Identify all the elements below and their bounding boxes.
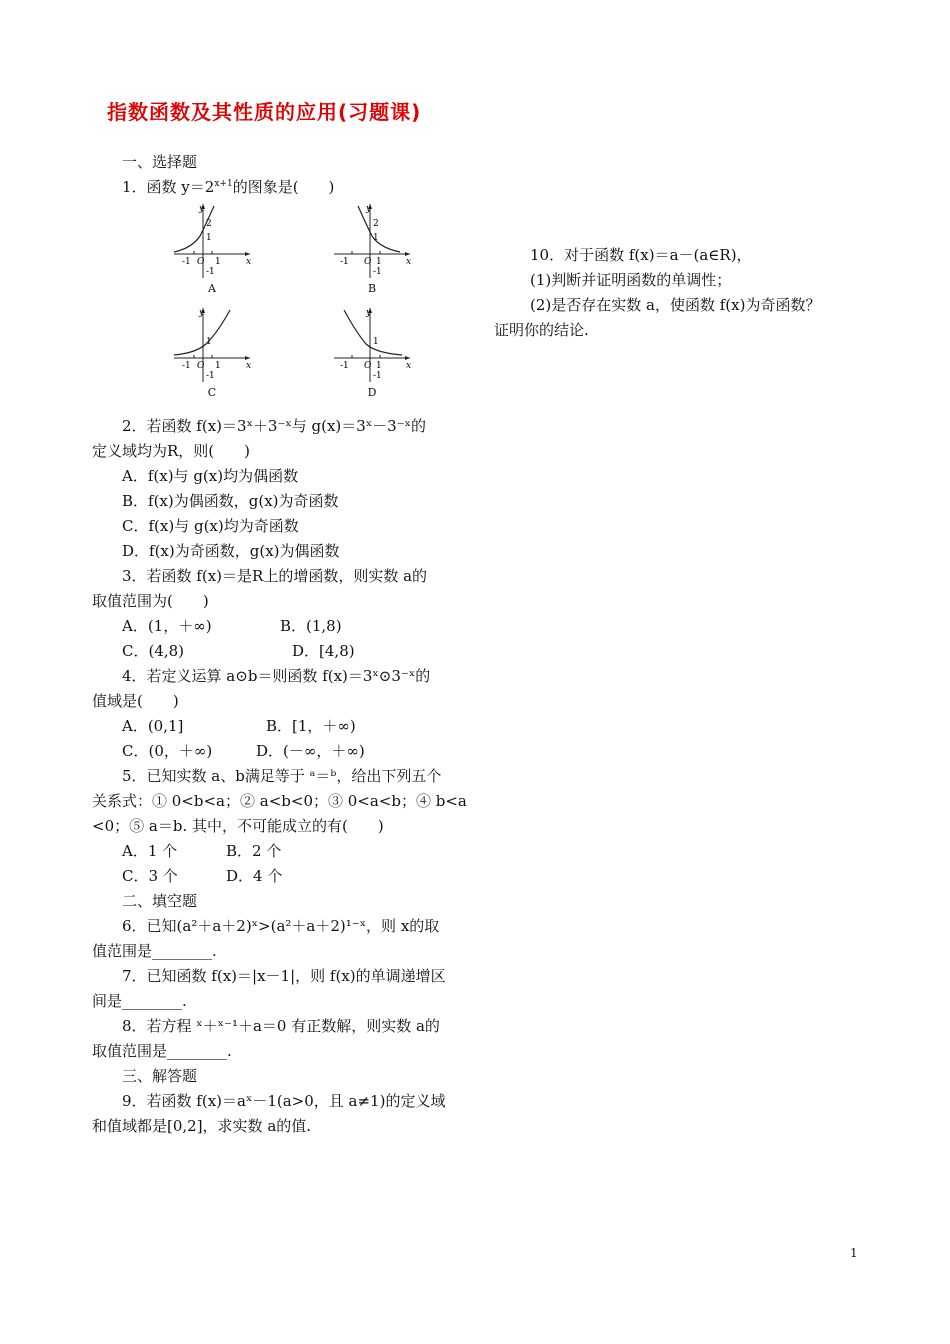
question-5-line-1: 5．已知实数 a、b满足等于 ᵃ＝ᵇ，给出下列五个 — [122, 767, 442, 785]
graph-c-caption: C — [207, 386, 217, 399]
q3-options-row-2 — [92, 639, 464, 664]
svg-text:O: O — [197, 361, 205, 371]
question-4-line-2: 值域是( ) — [92, 692, 179, 710]
q5-options-row-1 — [92, 839, 464, 864]
q2-option-b: B．f(x)为偶函数，g(x)为奇函数 — [122, 492, 339, 510]
q3-option-a: A．(1，＋∞) — [122, 617, 212, 635]
q5-options-row-2 — [92, 864, 464, 889]
graph-a-plot — [170, 202, 254, 282]
question-5-line-2: 关系式：① 0<b<a；② a<b<0；③ 0<a<b；④ b<a — [92, 792, 467, 810]
graph-c — [170, 306, 254, 400]
x-axis-label: x — [246, 257, 252, 267]
svg-text:y: y — [366, 308, 372, 318]
section-heading: 二、填空题 — [122, 892, 198, 910]
right-column — [494, 243, 864, 343]
q4-option-d: D．(－∞，＋∞) — [256, 742, 365, 760]
q5-option-a: A．1 个 — [122, 842, 178, 860]
q2-option-a: A．f(x)与 g(x)均为偶函数 — [122, 467, 299, 485]
question-3-line-1: 3．若函数 f(x)＝是R上的增函数，则实数 a的 — [122, 567, 428, 585]
svg-text:y: y — [366, 204, 372, 214]
graph-c-plot — [170, 306, 254, 386]
svg-text:1: 1 — [215, 257, 221, 267]
question-7-line-2: 间是________. — [92, 992, 187, 1010]
question-2-line-2: 定义域均为R，则( ) — [92, 442, 250, 460]
question-5-line-3: <0；⑤ a＝b. 其中，不可能成立的有( ) — [92, 817, 384, 835]
q5-option-c: C．3 个 — [122, 867, 178, 885]
question-8-line-1: 8．若方程 ˣ＋ˣ⁻¹＋a＝0 有正数解，则实数 a的 — [122, 1017, 440, 1035]
question-10-line-1: 10．对于函数 f(x)＝a－(a∈R)， — [530, 246, 752, 264]
question-10-line-2: (1)判断并证明函数的单调性； — [530, 271, 732, 289]
svg-text:-1: -1 — [340, 257, 349, 267]
graph-a-caption: A — [208, 282, 216, 295]
section-heading: 一、选择题 — [122, 153, 198, 171]
q3-option-d: D．[4,8) — [292, 642, 355, 660]
question-6-line-1: 6．已知(a²＋a＋2)ˣ>(a²＋a＋2)¹⁻ˣ，则 x的取 — [122, 917, 440, 935]
svg-text:-1: -1 — [182, 361, 191, 371]
svg-text:2: 2 — [206, 219, 212, 229]
question-3-line-2: 取值范围为( ) — [92, 592, 209, 610]
svg-text:1: 1 — [373, 337, 379, 347]
q4-options-row-2 — [92, 739, 464, 764]
y-axis-label: y — [199, 204, 205, 214]
q3-option-c: C．(4,8) — [122, 642, 185, 660]
graph-d-plot — [330, 306, 414, 386]
q4-option-c: C．(0，＋∞) — [122, 742, 213, 760]
q2-option-d: D．f(x)为奇函数，g(x)为偶函数 — [122, 542, 340, 560]
question-10-line-3: (2)是否存在实数 a，使函数 f(x)为奇函数？ — [530, 296, 821, 314]
q5-option-d: D．4 个 — [226, 867, 283, 885]
svg-text:O: O — [364, 257, 372, 267]
graph-b-caption: B — [367, 282, 377, 295]
graph-a — [170, 202, 254, 296]
question-4-line-1: 4．若定义运算 a⊙b＝则函数 f(x)＝3ˣ⊙3⁻ˣ的 — [122, 667, 431, 685]
graph-d-caption: D — [367, 386, 377, 399]
q4-option-a: A．(0,1] — [122, 717, 184, 735]
svg-text:x: x — [246, 361, 252, 371]
q5-option-b: B．2 个 — [226, 842, 282, 860]
answer-graphs — [92, 202, 464, 408]
q2-option-c: C．f(x)与 g(x)均为奇函数 — [122, 517, 299, 535]
svg-text:-1: -1 — [206, 267, 215, 277]
section-heading: 三、解答题 — [122, 1067, 198, 1085]
svg-text:y: y — [199, 308, 205, 318]
q3-option-b: B．(1,8) — [280, 617, 342, 635]
svg-text:-1: -1 — [373, 371, 382, 381]
question-7-line-1: 7．已知函数 f(x)＝|x－1|，则 f(x)的单调递增区 — [122, 967, 446, 985]
svg-text:-1: -1 — [373, 267, 382, 277]
question-10-line-4: 证明你的结论. — [494, 321, 589, 339]
svg-text:1: 1 — [206, 337, 212, 347]
question-2-line-1: 2．若函数 f(x)＝3ˣ＋3⁻ˣ与 g(x)＝3ˣ－3⁻ˣ的 — [122, 417, 427, 435]
left-column — [92, 150, 467, 1139]
question-6-line-2: 值范围是________. — [92, 942, 217, 960]
question-8-line-2: 取值范围是________. — [92, 1042, 232, 1060]
svg-text:1: 1 — [376, 361, 382, 371]
svg-text:x: x — [406, 361, 412, 371]
svg-text:2: 2 — [373, 219, 379, 229]
svg-text:1: 1 — [206, 233, 212, 243]
page-title: 指数函数及其性质的应用(习题课) — [107, 100, 422, 124]
svg-text:-1: -1 — [340, 361, 349, 371]
question-9-line-2: 和值域都是[0,2]，求实数 a的值. — [92, 1117, 312, 1135]
graph-b — [330, 202, 414, 296]
svg-text:O: O — [197, 257, 205, 267]
q3-options-row-1 — [92, 614, 464, 639]
graph-d — [330, 306, 414, 400]
svg-text:O: O — [364, 361, 372, 371]
q4-option-b: B．[1，＋∞) — [266, 717, 356, 735]
page-number: 1 — [850, 1246, 858, 1260]
svg-text:1: 1 — [373, 233, 379, 243]
question-9-line-1: 9．若函数 f(x)＝aˣ－1(a>0，且 a≠1)的定义域 — [122, 1092, 446, 1110]
svg-text:1: 1 — [215, 361, 221, 371]
svg-text:1: 1 — [376, 257, 382, 267]
svg-text:-1: -1 — [206, 371, 215, 381]
svg-text:-1: -1 — [182, 257, 191, 267]
svg-text:x: x — [406, 257, 412, 267]
q4-options-row-1 — [92, 714, 464, 739]
graph-b-plot — [330, 202, 414, 282]
question-1: 1．函数 $y=2^{x+1}$的图象是( ) — [122, 178, 335, 196]
